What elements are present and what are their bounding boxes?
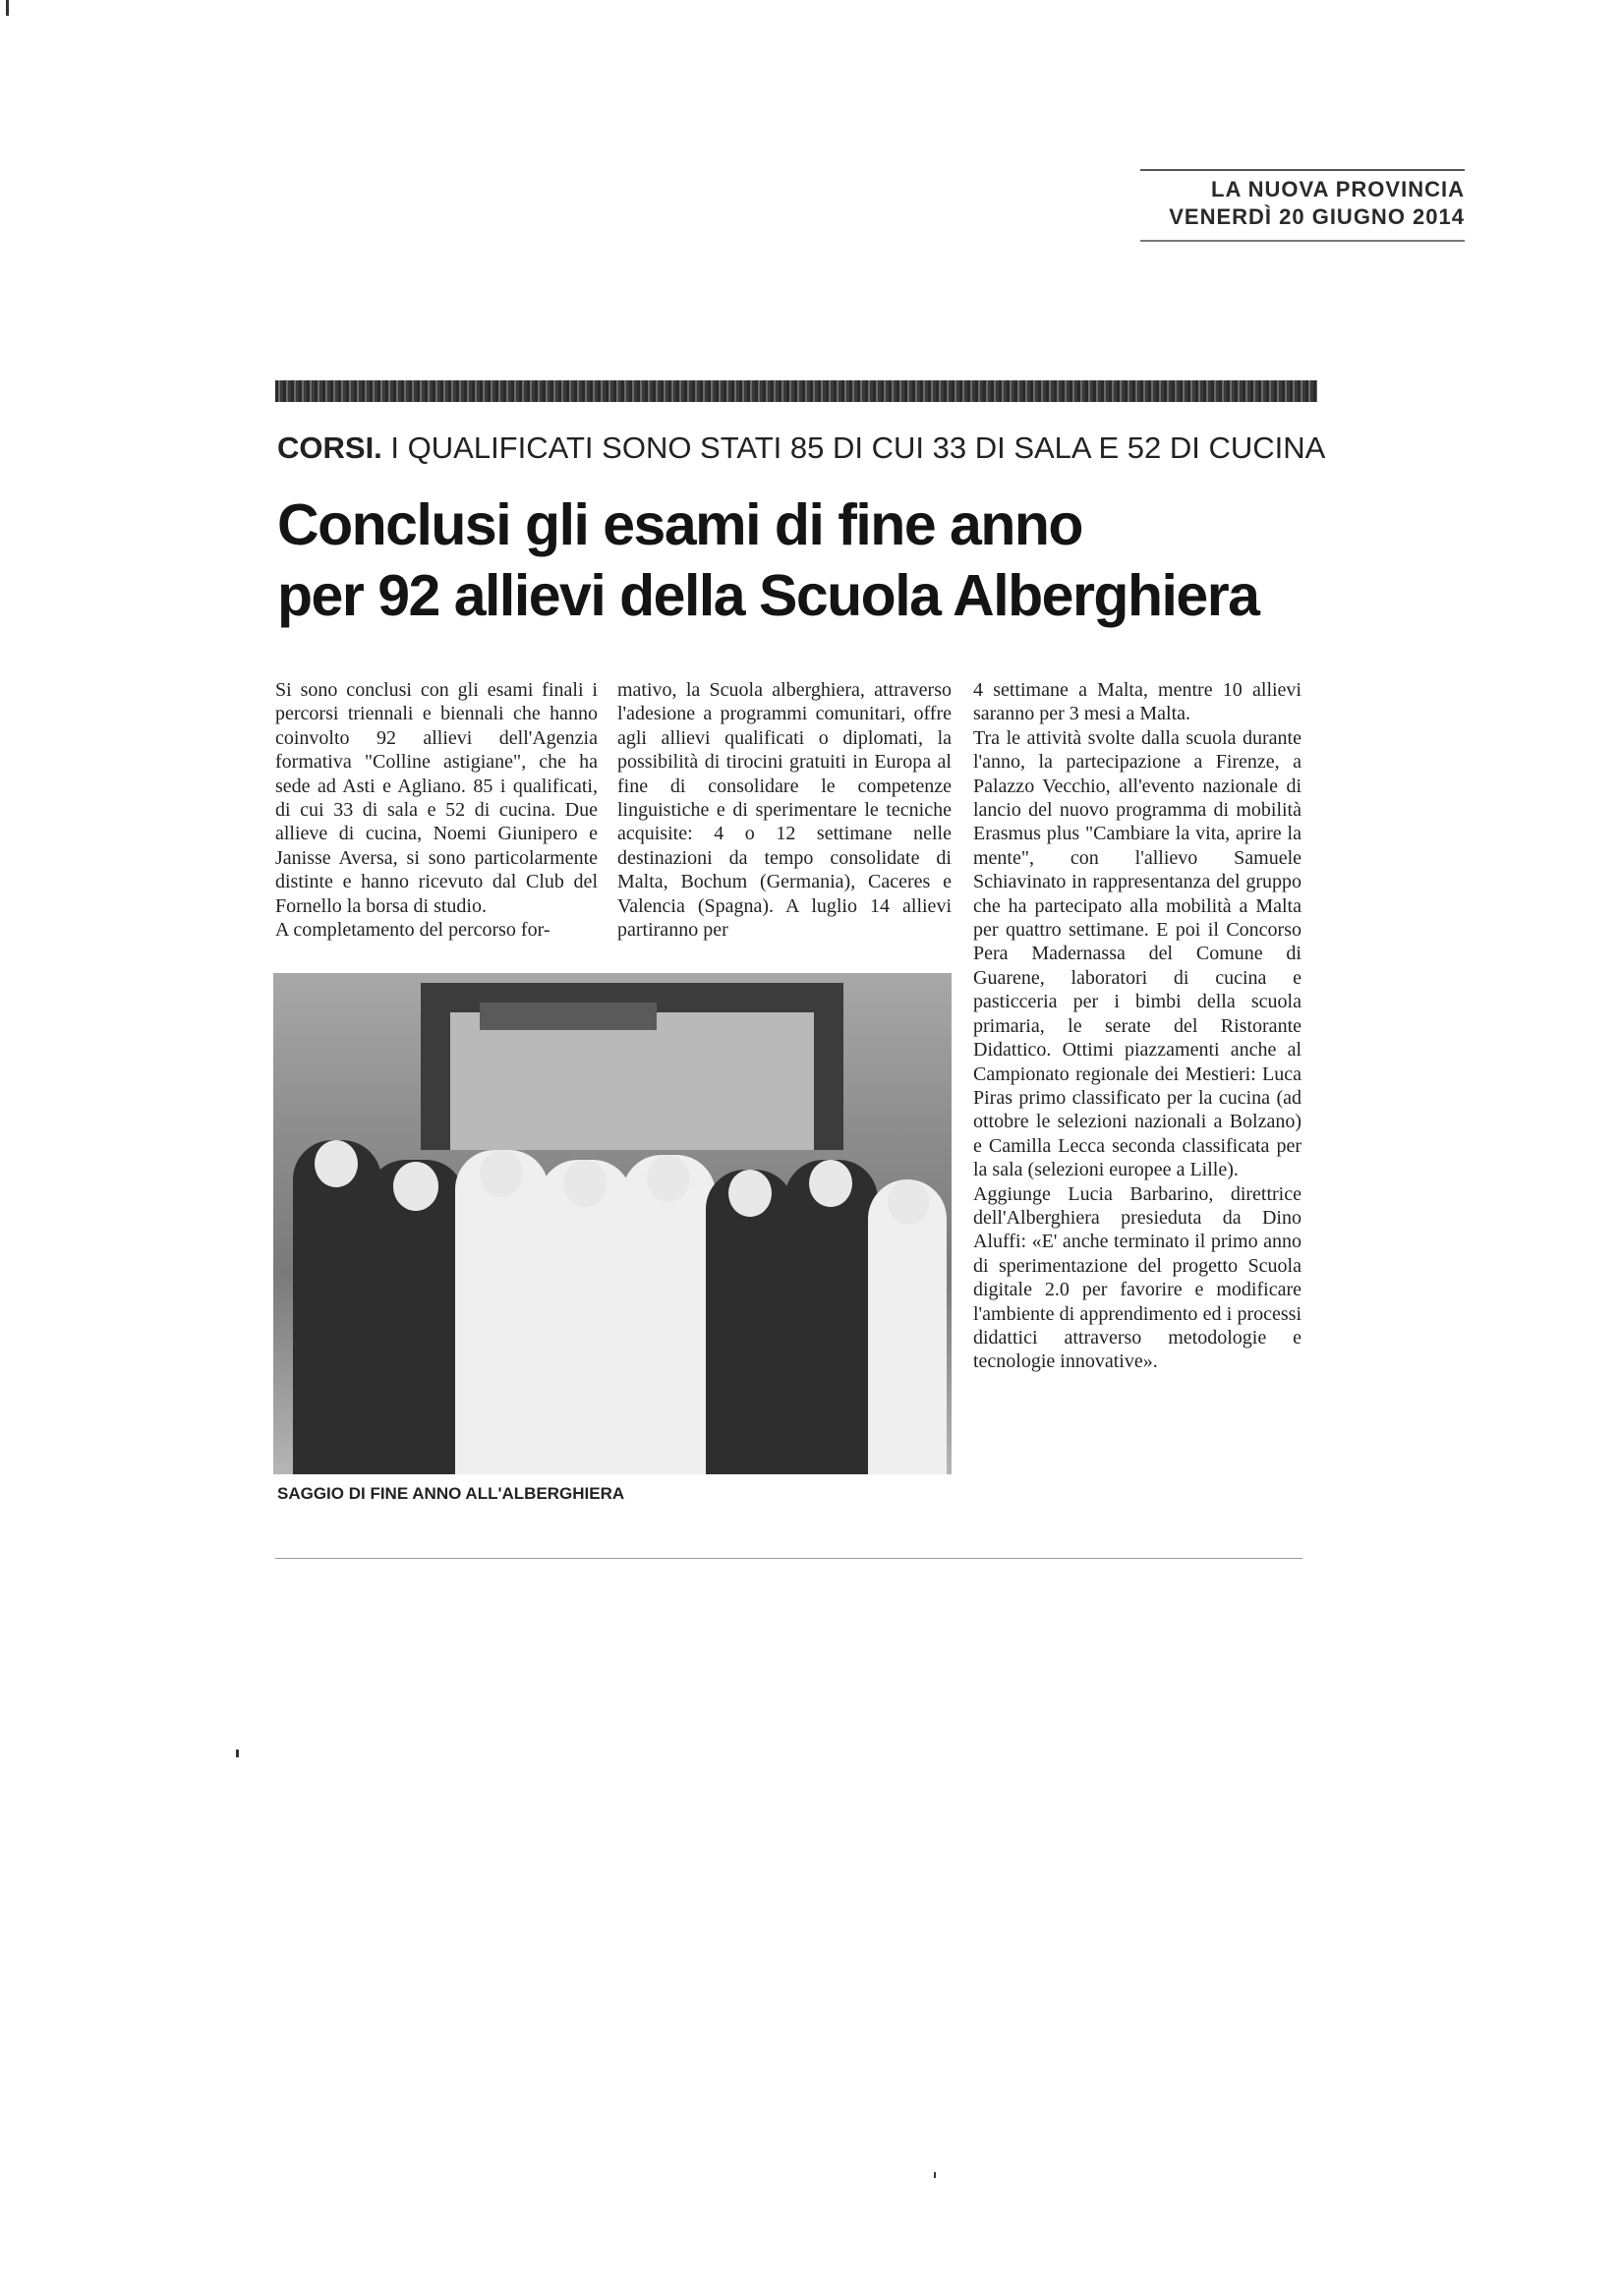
photo-head bbox=[647, 1155, 690, 1202]
article-column-2 bbox=[617, 678, 952, 942]
scan-mark bbox=[6, 0, 9, 16]
photo-head bbox=[393, 1162, 438, 1211]
photo-person bbox=[622, 1155, 716, 1474]
article-photo bbox=[273, 973, 952, 1474]
article-bottom-rule bbox=[275, 1558, 1302, 1559]
column-1-paragraph-2: A completamento del percorso for- bbox=[275, 919, 550, 942]
photo-head bbox=[888, 1179, 929, 1225]
article-headline bbox=[277, 489, 1329, 631]
column-1-paragraph-1: Si sono conclusi con gli esami finali i percorsi triennali e biennali che hanno coinvolto 92 allievi dell'Agenzia formativa "Colline astigiane", che ha sede ad Asti e Agliano. 85 i qualificati, di cui 33 di sala e 52 di cucina. Due allieve di cucina, Noemi Giunipero e Janisse Aversa, si sono particolarmente distinte e hanno ricevuto dal Club del Fornello la borsa di studio. bbox=[275, 679, 598, 917]
column-3-paragraph-3: Aggiunge Lucia Barbarino, direttrice dell'Alberghiera presieduta da Dino Aluffi: «E' anche terminato il primo anno di sperimentazione del progetto Scuola digitale 2.0 per favorire e modificare l'ambiente di apprendimento ed i processi didattici attraverso metodologie e tecnologie innovative». bbox=[973, 1182, 1302, 1373]
photo-head bbox=[315, 1140, 358, 1187]
photo-head bbox=[809, 1160, 852, 1207]
section-bar bbox=[275, 380, 1317, 402]
kicker-label: CORSI. bbox=[277, 430, 382, 465]
column-3-paragraph-1: 4 settimane a Malta, mentre 10 allievi saranno per 3 mesi a Malta. bbox=[973, 679, 1302, 725]
publication-name: LA NUOVA PROVINCIA bbox=[1211, 177, 1465, 201]
headline-line-2: per 92 allievi della Scuola Alberghiera bbox=[277, 563, 1259, 628]
photo-sign bbox=[480, 1003, 657, 1030]
photo-person bbox=[455, 1150, 549, 1474]
article-column-3 bbox=[973, 678, 1302, 1374]
masthead bbox=[1140, 169, 1465, 242]
kicker-text: I QUALIFICATI SONO STATI 85 DI CUI 33 DI SALA E 52 DI CUCINA bbox=[390, 430, 1326, 465]
scan-mark bbox=[934, 2172, 936, 2178]
masthead-rule-bottom bbox=[1140, 240, 1465, 242]
photo-caption: SAGGIO DI FINE ANNO ALL'ALBERGHIERA bbox=[277, 1484, 625, 1503]
photo-head bbox=[480, 1150, 523, 1197]
masthead-rule bbox=[1140, 169, 1465, 171]
photo-head bbox=[563, 1160, 607, 1207]
photo-person bbox=[539, 1160, 632, 1474]
article-kicker bbox=[277, 430, 1326, 466]
photo-person bbox=[784, 1160, 878, 1474]
headline-line-1: Conclusi gli esami di fine anno bbox=[277, 492, 1082, 557]
column-3-paragraph-2: Tra le attività svolte dalla scuola durante l'anno, la partecipazione a Firenze, a Palazzo Vecchio, all'evento nazionale di lancio del nuovo programma di mobilità Erasmus plus "Cambiare la vita, aprire la mente", con l'allievo Samuele Schiavinato in rappresentanza del gruppo che ha partecipato alla mobilità a Malta per quattro settimane. E poi il Concorso Pera Madernassa del Comune di Guarene, laboratori di cucina e pasticceria per i bimbi della scuola primaria, le serate del Ristorante Didattico. Ottimi piazzamenti anche al Campionato regionale dei Mestieri: Luca Piras primo classificato per la cucina (ad ottobre le selezioni nazionali a Bolzano) e Camilla Lecca seconda classificata per la sala (selezioni europee a Lille). bbox=[973, 726, 1302, 1181]
article-column-1 bbox=[275, 678, 598, 942]
scan-mark bbox=[236, 1750, 239, 1757]
photo-head bbox=[728, 1170, 772, 1217]
column-2-paragraph: mativo, la Scuola alberghiera, attraverso l'adesione a programmi comunitari, offre agli allievi qualificati o diplomati, la possibilità di tirocini gratuiti in Europa al fine di consolidare le competenze linguistiche e di sperimentare le tecniche acquisite: 4 o 12 settimane nelle destinazioni da tempo consolidate di Malta, Bochum (Germania), Caceres e Valencia (Spagna). A luglio 14 allievi partiranno per bbox=[617, 679, 952, 942]
publication-date: VENERDÌ 20 GIUGNO 2014 bbox=[1169, 204, 1465, 229]
